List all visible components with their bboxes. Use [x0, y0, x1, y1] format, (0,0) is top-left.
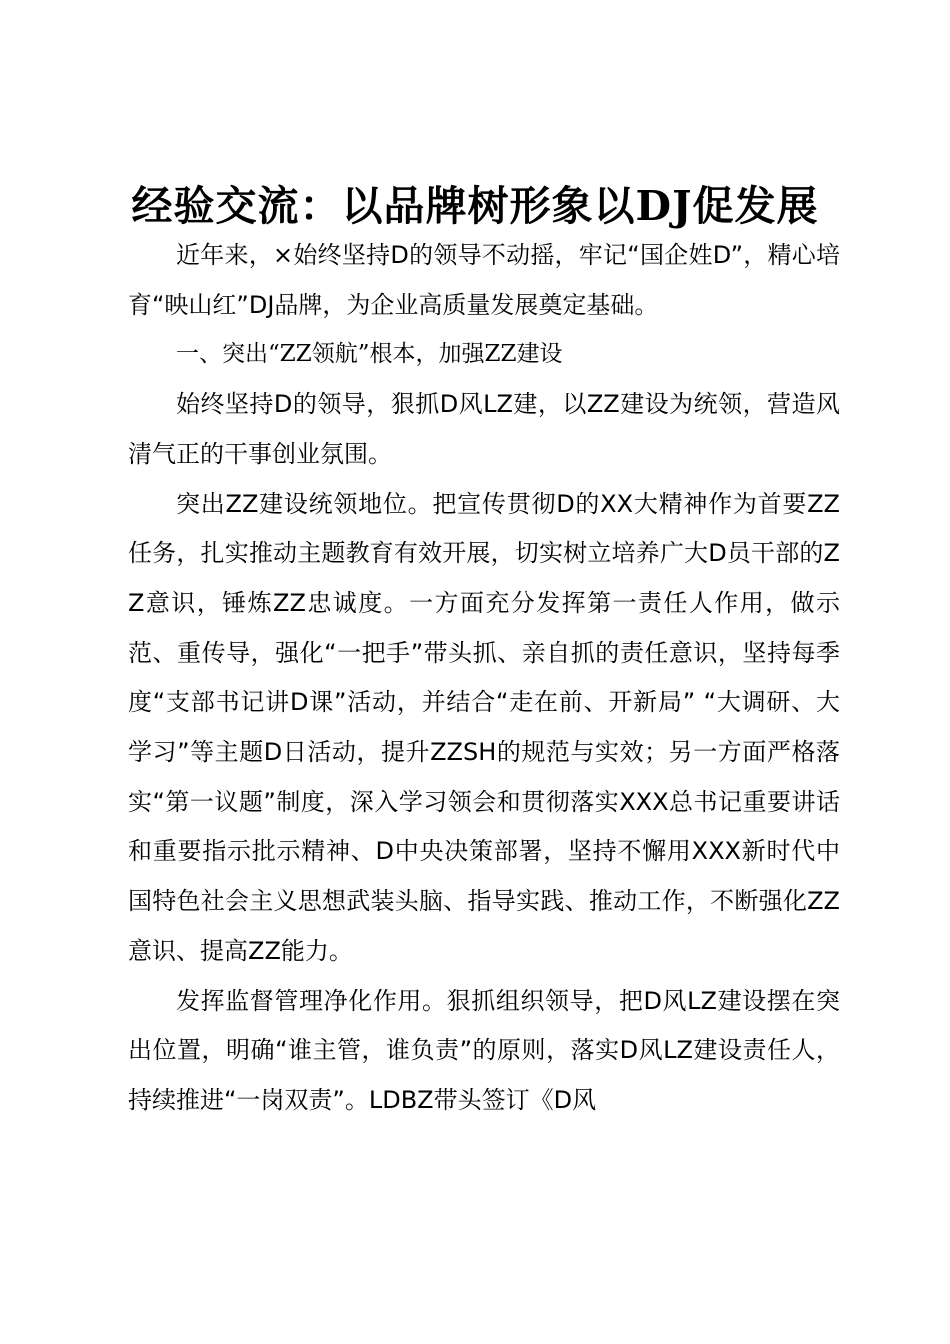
paragraph-section-summary: 始终坚持D的领导，狠抓D风LZ建，以ZZ建设为统领，营造风清气正的干事创业氛围。 [128, 390, 840, 468]
section-heading-1: 一、突出“ZZ领航”根本，加强ZZ建设 [176, 341, 563, 368]
paragraph-supervision: 发挥监督管理净化作用。狠抓组织领导，把D风LZ建设摆在突出位置，明确“谁主管，谁负责”的原则，落实D风LZ建设责任人，持续推进“一岗双责”。LDBZ带头签订《D风 [128, 986, 840, 1114]
document-body [128, 231, 840, 1126]
document-title: 经验交流：以品牌树形象以DJ促发展 [131, 182, 819, 230]
paragraph-zz-leadership: 突出ZZ建设统领地位。把宣传贯彻D的XX大精神作为首要ZZ任务，扎实推动主题教育有效开展，切实树立培养广大D员干部的ZZ意识，锤炼ZZ忠诚度。一方面充分发挥第一责任人作用，做示范、重传导，强化“一把手”带头抓、亲自抓的责任意识，坚持每季度“支部书记讲D课”活动，并结合“走在前、开新局” “大调研、大学习”等主题D日活动，提升ZZSH的规范与实效；另一方面严格落实“第一议题”制度，深入学习领会和贯彻落实XXX总书记重要讲话和重要指示批示精神、D中央决策部署，坚持不懈用XXX新时代中国特色社会主义思想武装头脑、指导实践、推动工作，不断强化ZZ意识、提高ZZ能力。 [128, 489, 840, 965]
paragraph-intro: 近年来，×始终坚持D的领导不动摇，牢记“国企姓D”，精心培育“映山红”DJ品牌，为企业高质量发展奠定基础。 [128, 241, 840, 319]
